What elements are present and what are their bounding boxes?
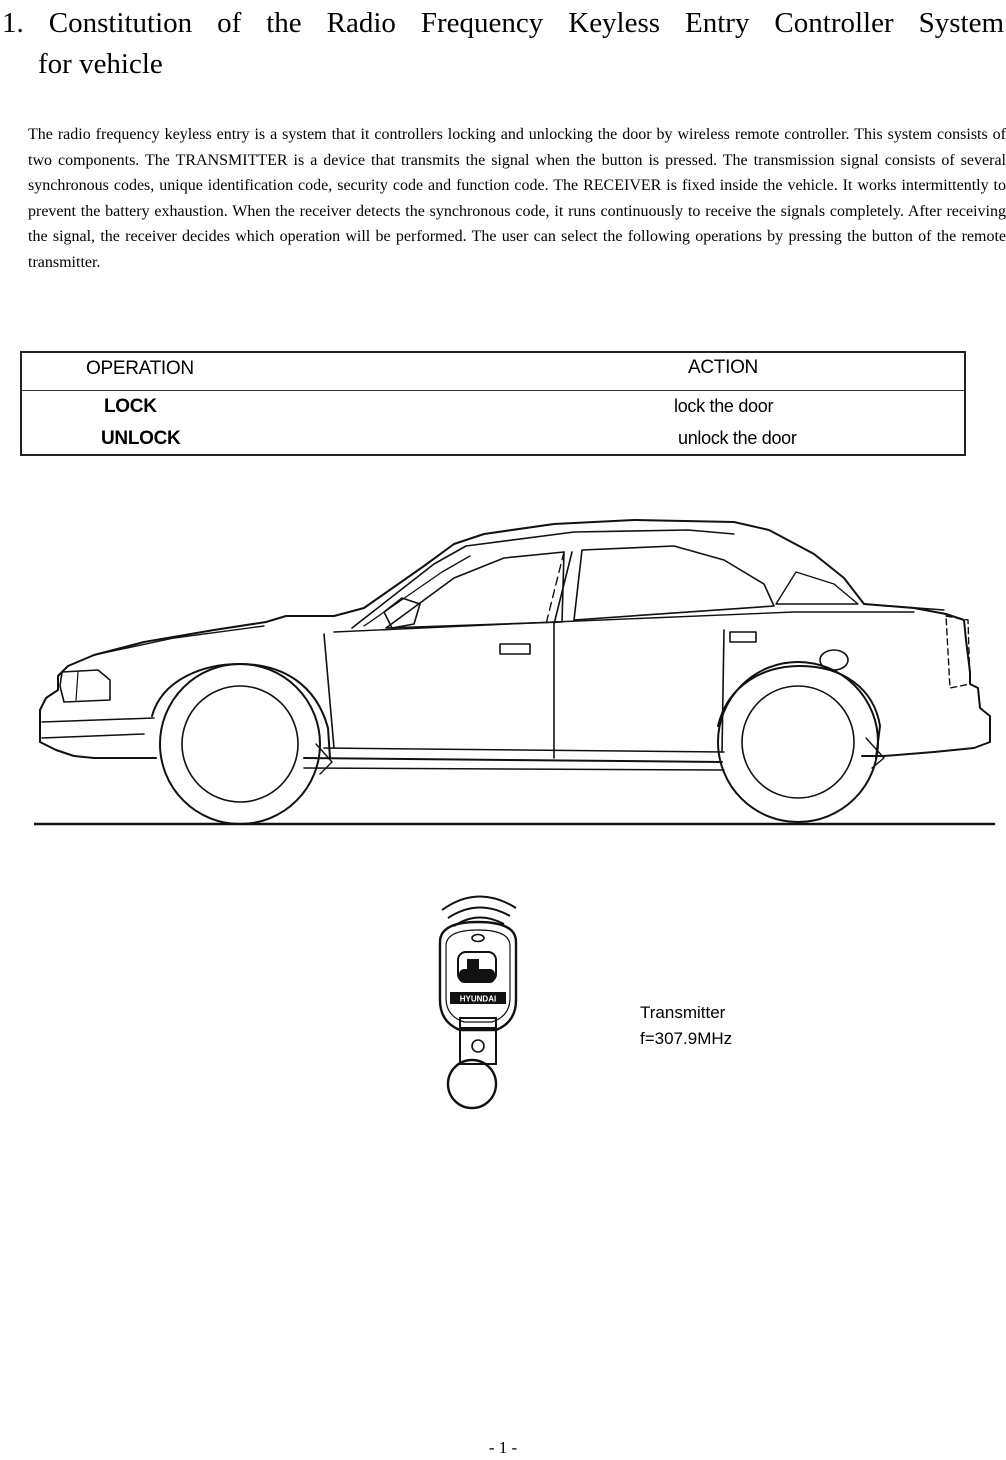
sedan-side-view-illustration [34,512,1000,832]
transmitter-label-block [640,1000,732,1052]
car-body-outline [40,520,990,756]
page-title-line2: for vehicle [38,48,163,80]
action-row-unlock: unlock the door [678,428,797,448]
operation-table [20,351,966,456]
led-icon [472,935,484,942]
action-row-lock: lock the door [674,396,774,416]
operation-row-lock: LOCK [104,396,157,417]
remote-key-fob-illustration [420,888,540,1116]
front-wheel [160,664,320,824]
key-ring-ball [448,1060,496,1108]
front-door-window [386,552,564,628]
intro-paragraph: The radio frequency keyless entry is a system that it controllers locking and unlocking the door by wireless remote controller. This system consists of two components. The TRANSMITTER is a device that transmits the signal when the button is pressed. The transmission signal consists of several synchronous codes, unique identification code, security code and function code. The RECEIVER is fixed inside the vehicle. It works intermittently to prevent the battery exhaustion. When the receiver detects the synchronous code, it runs continuously to receive the signals completely. After receiving the signal, the receiver decides which operation will be performed. The user can select the following operations by pressing the button of the remote transmitter. [28,126,1006,271]
transmitter-label: Transmitter [640,1003,726,1022]
page-title-line1: 1. Constitution of the Radio Frequency Keyless Entry Controller System [2,7,1004,39]
rear-door-window [574,546,774,620]
front-wheel-arch [152,664,330,758]
transmitter-frequency: f=307.9MHz [640,1029,733,1048]
fob-brand-text: HYUNDAI [459,994,497,1004]
page-number: - 1 - [488,1438,518,1457]
operation-row-unlock: UNLOCK [101,428,181,449]
action-header: ACTION [688,357,758,378]
operation-header: OPERATION [86,358,194,379]
table-divider [22,390,964,391]
signal-arc-middle [448,907,510,918]
